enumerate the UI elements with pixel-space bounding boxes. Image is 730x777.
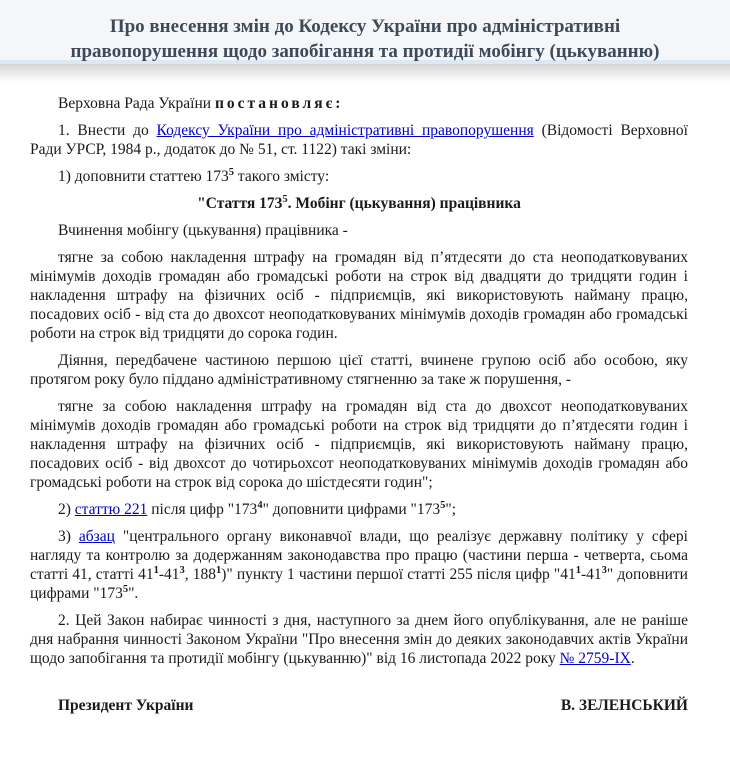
resolves-emphasis: постановляє: — [214, 95, 344, 112]
superscript-number: 4 — [257, 499, 263, 511]
item-2: 2) статтю 221 після цифр "$173^4$" доповнити цифрами "$173^5$"; — [58, 499, 457, 518]
article-sanction-2: тягне за собою накладення штрафу на громадян від ста до двохсот неоподатковуваних мінімумів доходів громадян або громадські роботи на строк від тридцяти до п’ятдесяти годин і накладення штрафу на фізичних осіб - підприємців, які використовують найману працю, посадових осіб - від двохсот до чотирьохсот неоподатковуваних мінімумів доходів громадян або громадські роботи на строк від сорока до шістдесяти годин"; — [30, 398, 688, 491]
link-code-of-administrative-offenses[interactable]: Кодексу України про адміністративні правопорушення — [156, 122, 534, 139]
superscript-number: 1 — [216, 564, 222, 576]
signature-row — [30, 696, 688, 715]
header-band-shadow — [0, 64, 730, 82]
link-abzats[interactable]: абзац — [78, 528, 115, 545]
superscript-number: 5 — [122, 583, 129, 595]
superscript-number: 1 — [575, 564, 581, 576]
document-body — [30, 94, 688, 715]
item-1: 1) доповнити статтею $173^5$ такого змісту: — [58, 166, 330, 185]
superscript-number: 3 — [179, 564, 185, 576]
preamble: Верховна Рада України постановляє: — [58, 95, 344, 112]
document-header — [0, 0, 730, 64]
superscript-number: 5 — [228, 166, 235, 178]
article-173-5-heading: "Стаття $173^5$. Мобінг (цькування) працівника — [197, 193, 521, 212]
article-part-2: Діяння, передбачене частиною першою цієї статті, вчинене групою осіб або особою, яку протягом року було піддано адміністративному стягненню за таке ж порушення, - — [30, 352, 688, 388]
signature-name: В. ЗЕЛЕНСЬКИЙ — [560, 697, 688, 714]
article-sanction-1: тягне за собою накладення штрафу на громадян від п’ятдесяти до ста неоподатковуваних мінімумів доходів громадян або громадські роботи на строк від двадцяти до тридцяти годин і накладення штрафу на фізичних осіб - підприємців, які використовують найману працю, посадових осіб - від ста до двохсот неоподатковуваних мінімумів доходів громадян або громадські роботи на строк від тридцяти до сорока годин. — [30, 249, 688, 342]
superscript-number: 5 — [440, 499, 446, 511]
entry-into-force: 2. Цей Закон набирає чинності з дня, наступного за днем його опублікування, але не раніше дня набрання чинності Законом України "Про внесення змін до деяких законодавчих актів України щодо запобігання та протидії мобінгу (цькуванню)" від 16 листопада 2022 року № 2759-IX. — [30, 612, 688, 667]
item-3: 3) абзац "центрального органу виконавчої влади, що реалізує державну політику у сфері нагляду та контролю за додержанням законодавства про працю (частини перша - четверта, сьома статті 41, статті $41^1-41^3$, $188^1$)" пункту 1 частини першої статті 255 після цифр "$41^1-41^3$" доповнити цифрами "$173^5$". — [30, 528, 688, 602]
law-title: Про внесення змін до Кодексу України про адміністративні правопорушення щодо запобігання та протидії мобінгу (цькуванню) — [70, 16, 660, 62]
article-part-1: Вчинення мобінгу (цькування) працівника - — [58, 222, 348, 239]
link-law-2759-ix[interactable]: № 2759-IX — [559, 650, 631, 667]
superscript-number: 5 — [282, 193, 288, 205]
amend-intro: 1. Внести до Кодексу України про адміністративні правопорушення (Відомості Верховної Ради УРСР, 1984 р., додаток до № 51, ст. 1122) такі зміни: — [30, 122, 688, 158]
superscript-number: 1 — [153, 564, 159, 576]
link-article-221[interactable]: статтю 221 — [74, 501, 148, 518]
superscript-number: 3 — [601, 564, 607, 576]
signature-title: Президент України — [58, 697, 194, 714]
